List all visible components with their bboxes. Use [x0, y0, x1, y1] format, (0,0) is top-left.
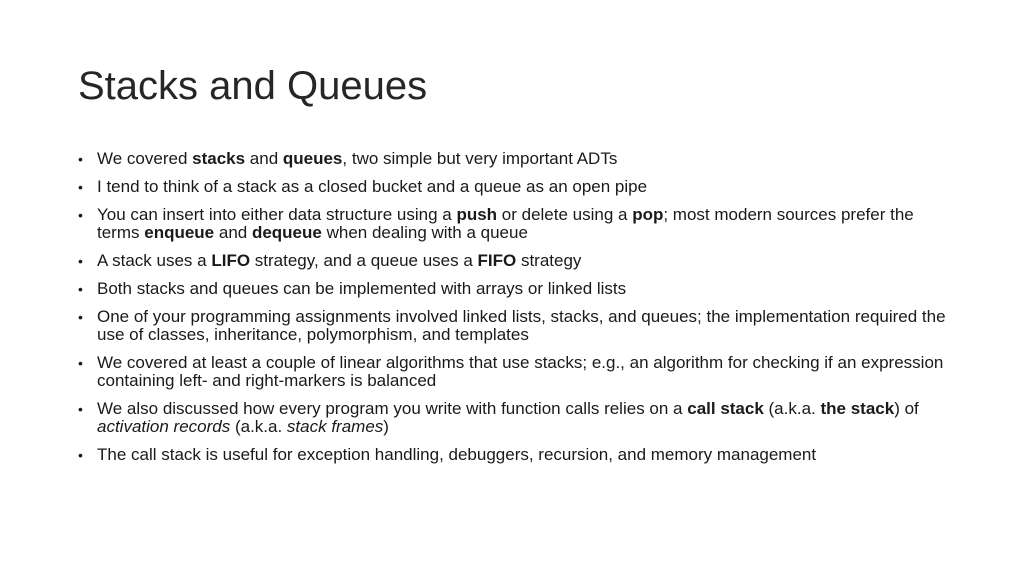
- bullet-item: [78, 150, 958, 168]
- bullet-text: strategy: [516, 251, 582, 270]
- bold-term: pop: [632, 205, 664, 224]
- bold-term: call stack: [687, 399, 764, 418]
- bullet-text: and: [245, 149, 283, 168]
- bold-term: LIFO: [211, 251, 251, 270]
- bold-term: queues: [282, 149, 343, 168]
- bullet-text: or delete using a: [497, 205, 633, 224]
- bullet-text: We covered: [97, 149, 193, 168]
- bullet-item: [78, 280, 958, 298]
- bullet-text: ; most modern sources prefer the terms: [97, 205, 914, 242]
- bullet-item: [78, 206, 958, 242]
- bullet-text: , two simple but very important ADTs: [342, 149, 618, 168]
- slide-title: Stacks and Queues: [78, 64, 428, 108]
- bullet-marker: •: [78, 355, 83, 371]
- bullet-text: One of your programming assignments involved linked lists, stacks, and queues; the implementation required the use of classes, inheritance, polymorphism, and templates: [97, 307, 946, 344]
- bullet-text: We covered at least a couple of linear algorithms that use stacks; e.g., an algorithm for checking if an expression containing left- and right-markers is balanced: [97, 353, 944, 390]
- bullet-marker: •: [78, 309, 83, 325]
- bullet-marker: •: [78, 179, 83, 195]
- italic-term: stack frames: [286, 417, 384, 436]
- bullet-text: (a.k.a.: [763, 399, 821, 418]
- bullet-marker: •: [78, 401, 83, 417]
- bullet-text: I tend to think of a stack as a closed bucket and a queue as an open pipe: [97, 177, 648, 196]
- bullet-item: [78, 308, 958, 344]
- bullet-marker: •: [78, 253, 83, 269]
- bullet-marker: •: [78, 447, 83, 463]
- bullet-item: [78, 178, 958, 196]
- bullet-item: [78, 354, 958, 390]
- bullet-marker: •: [78, 151, 83, 167]
- bold-term: dequeue: [251, 223, 322, 242]
- bullet-item: [78, 252, 958, 270]
- bold-term: FIFO: [477, 251, 517, 270]
- bullet-text: ) of: [894, 399, 919, 418]
- bullet-marker: •: [78, 281, 83, 297]
- bullet-text: A stack uses a: [97, 251, 212, 270]
- bullet-marker: •: [78, 207, 83, 223]
- bullet-item: [78, 446, 958, 464]
- bold-term: enqueue: [144, 223, 215, 242]
- bold-term: the stack: [820, 399, 895, 418]
- bullet-text: (a.k.a.: [230, 417, 287, 436]
- bullet-text: and: [214, 223, 252, 242]
- bullet-text: strategy, and a queue uses a: [250, 251, 478, 270]
- bold-term: stacks: [192, 149, 246, 168]
- bullet-text: ): [383, 417, 389, 436]
- bullet-text: The call stack is useful for exception handling, debuggers, recursion, and memory management: [97, 445, 817, 464]
- bold-term: push: [456, 205, 498, 224]
- bullet-text: We also discussed how every program you write with function calls relies on a: [97, 399, 688, 418]
- bullet-item: [78, 400, 958, 436]
- bullet-text: You can insert into either data structure using a: [97, 205, 457, 224]
- italic-term: activation records: [97, 417, 231, 436]
- bullet-text: when dealing with a queue: [321, 223, 528, 242]
- bullet-list: [78, 150, 958, 474]
- bullet-text: Both stacks and queues can be implemented with arrays or linked lists: [97, 279, 627, 298]
